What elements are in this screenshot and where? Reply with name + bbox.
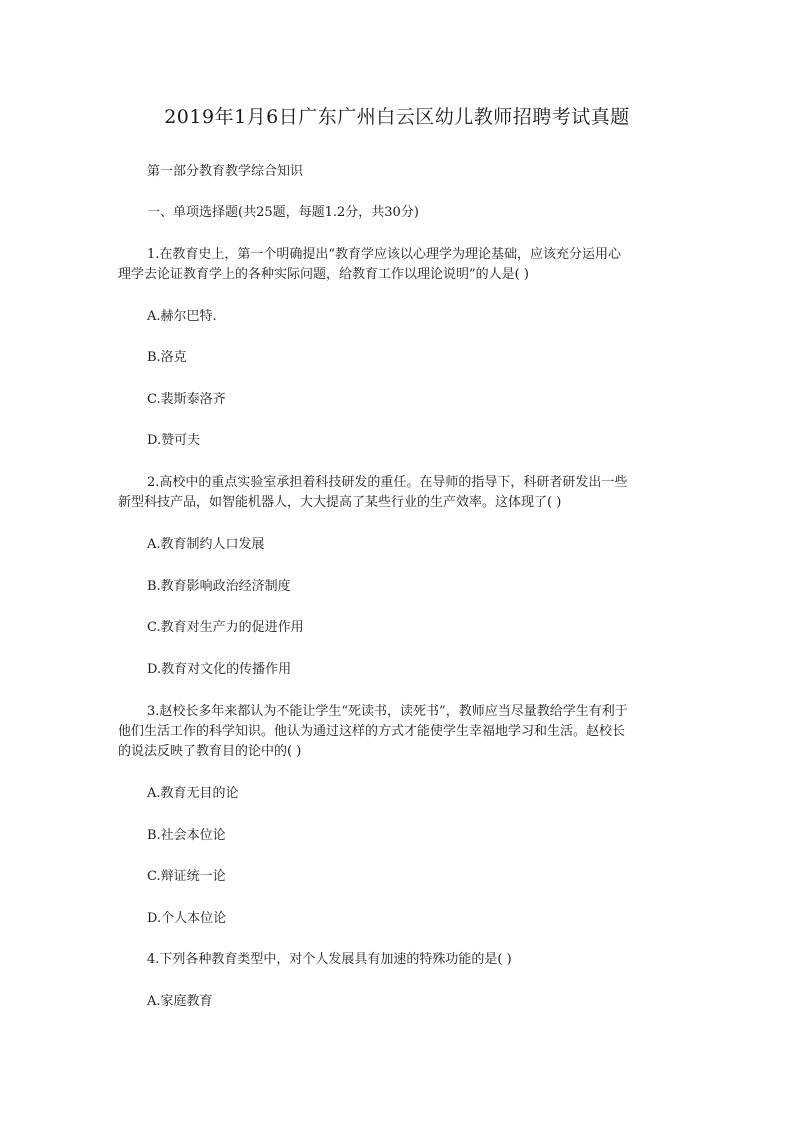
question-3-stem-line-3: 的说法反映了教育目的论中的( ) xyxy=(118,744,302,759)
question-2-option-c: C.教育对生产力的促进作用 xyxy=(147,620,304,635)
question-3-option-a: A.教育无目的论 xyxy=(147,786,239,801)
question-3-stem-line-2: 他们生活工作的科学知识。他认为通过这样的方式才能使学生幸福地学习和生活。赵校长 xyxy=(118,724,626,739)
question-1-option-c: C.裴斯泰洛齐 xyxy=(147,392,226,407)
section-heading: 一、单项选择题(共25题，每题1.2分，共30分) xyxy=(147,205,419,220)
document-title: 2019年1月6日广东广州白云区幼儿教师招聘考试真题 xyxy=(164,106,630,128)
question-1-option-a: A.赫尔巴特. xyxy=(147,309,217,324)
question-4-option-a: A.家庭教育 xyxy=(147,994,213,1009)
question-1-option-d: D.赞可夫 xyxy=(147,433,201,448)
question-1-stem-line-1: 1.在教育史上，第一个明确提出“教育学应该以心理学为理论基础，应该充分运用心 xyxy=(147,247,622,262)
question-3-stem-line-1: 3.赵校长多年来都认为不能让学生“死读书，读死书”，教师应当尽量教给学生有利于 xyxy=(147,704,628,719)
part-heading: 第一部分教育教学综合知识 xyxy=(147,164,304,179)
question-2-option-d: D.教育对文化的传播作用 xyxy=(147,662,292,677)
question-2-option-a: A.教育制约人口发展 xyxy=(147,537,265,552)
question-4-stem-line-1: 4.下列各种教育类型中，对个人发展具有加速的特殊功能的是( ) xyxy=(147,952,512,967)
question-1-stem-line-2: 理学去论证教育学上的各种实际问题，给教育工作以理论说明”的人是( ) xyxy=(118,267,529,282)
question-2-stem-line-2: 新型科技产品，如智能机器人，大大提高了某些行业的生产效率。这体现了( ) xyxy=(118,495,562,510)
question-2-stem-line-1: 2.高校中的重点实验室承担着科技研发的重任。在导师的指导下，科研者研发出一些 xyxy=(147,475,628,490)
question-3-option-b: B.社会本位论 xyxy=(147,828,226,843)
question-3-option-d: D.个人本位论 xyxy=(147,911,227,926)
question-2-option-b: B.教育影响政治经济制度 xyxy=(147,579,291,594)
question-3-option-c: C.辩证统一论 xyxy=(147,869,226,884)
question-1-option-b: B.洛克 xyxy=(147,350,187,365)
